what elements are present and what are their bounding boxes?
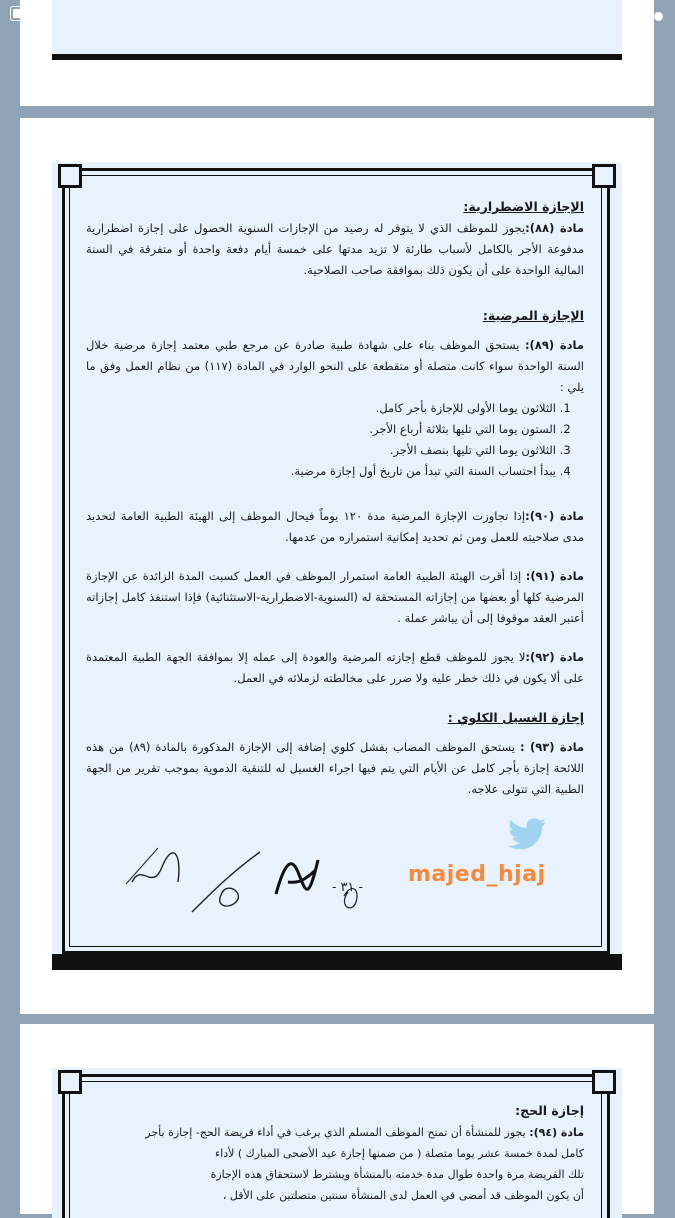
list-item: 1. الثلاثون يوما الأولى للإجازة بأجر كامل. <box>86 398 556 419</box>
article-89: مادة (٨٩): يستحق الموظف بناء على شهادة طبية صادرة عن مرجع طبي معتمد إجازة مرضية خلال السنة الواحدة سواء كانت متصلة أو متقطعة على النحو الوارد في المادة (١١٧) من نظام العمل وفق ما يلي : <box>86 338 585 394</box>
signal-dot <box>654 12 663 21</box>
document-body <box>86 196 584 800</box>
list-item: 2. الستون يوما التي تليها بثلاثة أرباع الأجر. <box>86 419 556 440</box>
text-line: تلك الفريضة مرة واحدة طوال مدة خدمته بالمنشأة ويشترط لاستحقاق هذه الإجازة <box>210 1168 584 1181</box>
article-93: مادة (٩٣) : يستحق الموظف المصاب بفشل كلوي إضافة إلى الإجازة المذكورة بالمادة (٨٩) من هذه اللائحة إجازة بأجر كامل عن الأيام التي يتم فيها اجراء الغسيل له للتنقية الدموية بموجب تقرير من الجهة الطبية التي تتولى علاجه. <box>86 740 585 796</box>
heading-hajj-leave: إجازة الحج: <box>515 1103 584 1118</box>
sick-leave-list <box>86 398 584 482</box>
border-corner <box>592 1070 616 1094</box>
page-2 <box>20 118 654 1014</box>
list-item: 4. يبدأ احتساب السنة التي تبدأ من تاريخ أول إجازة مرضية. <box>86 461 556 482</box>
page-1-bottom-border <box>52 54 622 60</box>
border-corner <box>592 164 616 188</box>
list-item: 3. الثلاثون يوما التي تليها بنصف الأجر. <box>86 440 556 461</box>
page-2-bottom-border <box>52 954 622 970</box>
heading-sick-leave: الإجازة المرضية: <box>482 308 584 323</box>
page-3-sheet <box>52 1068 622 1218</box>
signatures <box>112 812 392 922</box>
border-corner <box>58 164 82 188</box>
page-number: - ٣١ - <box>332 880 364 895</box>
page-3 <box>20 1024 654 1214</box>
border-corner <box>58 1070 82 1094</box>
heading-dialysis-leave: إجازة الغسيل الكلوي : <box>447 710 584 725</box>
watermark-handle: majed_hjaj <box>408 862 546 887</box>
heading-emergency-leave: الإجازة الاضطرارية: <box>463 199 584 214</box>
document-body <box>80 1100 584 1206</box>
twitter-bird-icon <box>508 818 546 850</box>
article-91: مادة (٩١): إذا أقرت الهيئة الطبية العامة استمرار الموظف في العمل كسبت المدة الزائدة عن الإجازة المرضية كلها أو بعضها من إجازاته المستحقة له (السنوية-الاضطرارية-الاستثنائية) فإذا استنفذ كامل إجازاته أعتبر العقد موقوفا إلى أن يباشر عملة . <box>86 569 585 625</box>
page-2-sheet <box>52 162 622 970</box>
article-92: مادة (٩٢):لا يجوز للموظف قطع إجازته المرضية والعودة إلى عمله إلا بموافقة الجهة الطبية المعتمدة على ألا يكون في ذلك خطر عليه ولا ضرر على مخالطته لزملائه في العمل. <box>86 650 584 685</box>
text-line: أن يكون الموظف قد أمضى في العمل لدى المنشأة سنتين متصلتين على الأقل ، <box>222 1189 584 1202</box>
page-1 <box>20 0 654 106</box>
article-88: مادة (٨٨):يجوز للموظف الذي لا يتوفر له رصيد من الإجازات السنوية الحصول على إجازة اضطرارية مدفوعة الأجر بالكامل لأسباب طارئة لا تزيد مدتها على خمسة أيام دفعة واحدة أو متفرقة في السنة المالية الواحدة على أن يكون ذلك بموافقة صاحب الصلاحية. <box>86 221 584 277</box>
article-94: مادة (٩٤): يجوز للمنشأة أن تمنح الموظف المسلم الذي يرغب في أداء فريضة الحج- إجازة بأجر <box>145 1126 584 1139</box>
page-1-sheet <box>52 0 622 60</box>
text-line: كامل لمدة خمسة عشر يوما متصلة ( من ضمنها إجازة عيد الأضحى المبارك ) لأداء <box>215 1147 584 1160</box>
article-90: مادة (٩٠):إذا تجاوزت الإجازة المرضية مدة ١٢٠ يوماً فيحال الموظف إلى الهيئة الطبية العامة لتحديد مدى صلاحيته للعمل ومن ثم تحديد إمكانية استمراره من عدمها. <box>86 509 584 544</box>
